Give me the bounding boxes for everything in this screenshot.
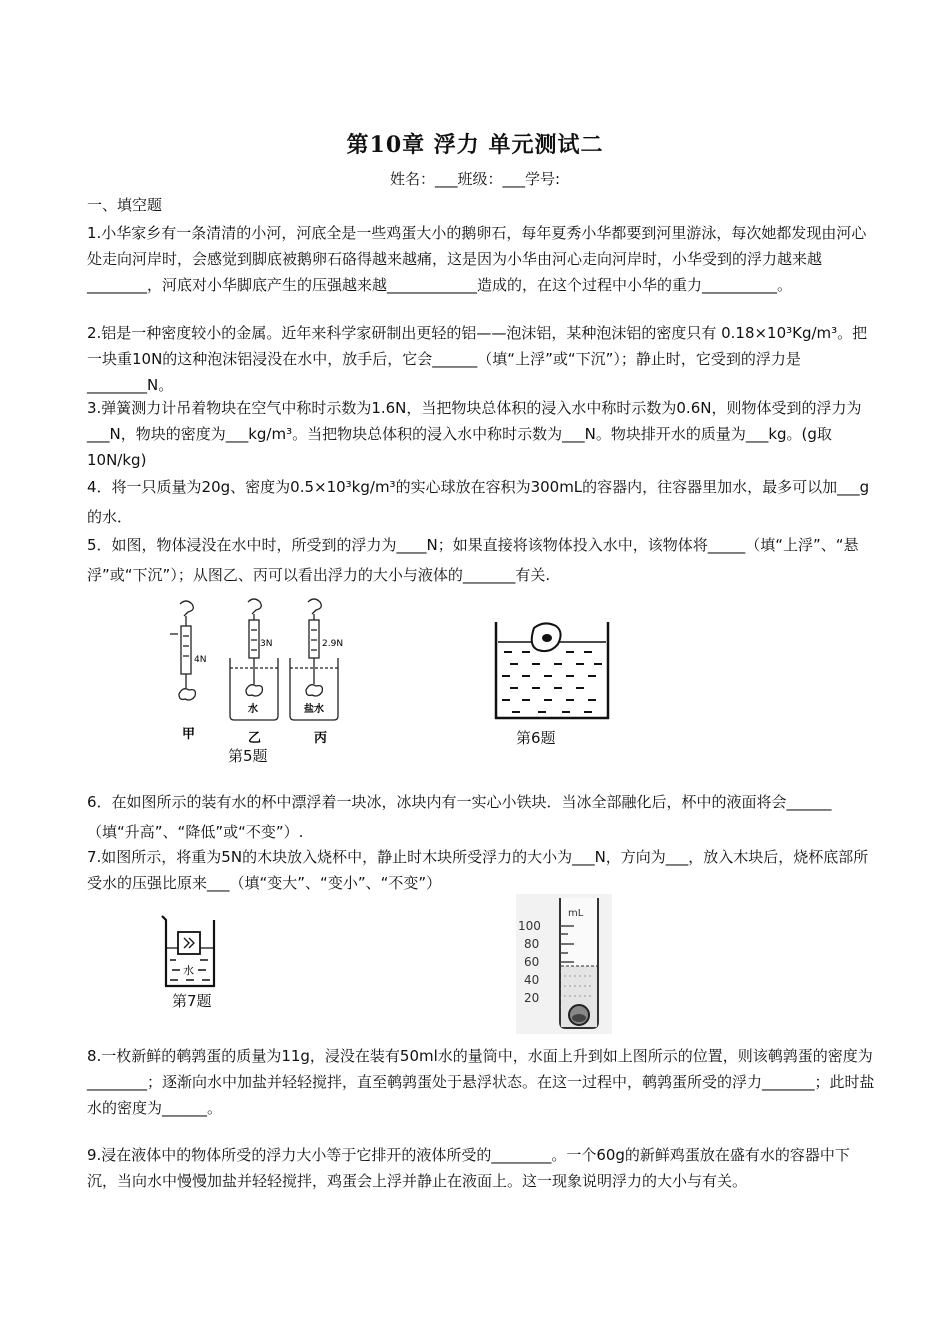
figure-7-wood-in-beaker <box>160 914 220 990</box>
figure-label-jia: 甲 <box>182 727 196 742</box>
figure-label-bing: 丙 <box>314 731 328 746</box>
question-2: 2.铝是一种密度较小的金属。近年来科学家研制出更轻的铝——泡沫铝，某种泡沫铝的密度只有 0.18×10³Kg/m³。把一块重10N的这种泡沫铝浸没在水中，放手后，它会______（填“上浮”或“下沉”）；静止时，它受到的浮力是________N。 <box>87 324 868 394</box>
section-heading: 一、填空题 <box>87 196 163 214</box>
reading-jia: 4N <box>194 655 207 665</box>
tick-100: 100 <box>518 919 541 933</box>
question-9: 9.浸在液体中的物体所受的浮力大小等于它排开的液体所受的________。一个60g的新鲜鸡蛋放在盛有水的容器中下沉，当向水中慢慢加盐并轻轻搅拌，鸡蛋会上浮并静止在液面上。这一现象说明浮力的大小与有关。 <box>87 1146 850 1190</box>
tick-40: 40 <box>524 973 540 987</box>
spring-scale-bing <box>290 599 338 720</box>
figure-label-yi: 乙 <box>248 731 262 746</box>
liquid-label-water: 水 <box>248 704 258 715</box>
question-3: 3.弹簧测力计吊着物块在空气中称时示数为1.6N，当把物块总体积的浸入水中称时示数为0.6N，则物体受到的浮力为___N，物块的密度为___kg/m³。当把物块总体积的浸入水中称时示数为___N。物块排开水的质量为___kg。(g取10N/kg) <box>87 399 862 469</box>
water-dashes <box>502 652 602 712</box>
student-info-line: 姓名：___班级：___学号: <box>389 170 561 188</box>
figure-6-ice-in-cup <box>492 618 612 722</box>
tick-80: 80 <box>524 937 540 951</box>
question-1: 1.小华家乡有一条清清的小河，河底全是一些鸡蛋大小的鹅卵石，每年夏秀小华都要到河里游泳，每次她都发现由河心处走向河岸时，会感觉到脚底被鹅卵石硌得越来越痛，这是因为小华由河心走向河岸时，小华受到的浮力越来越________，河底对小华脚底产生的压强越来越____________造成的，在这个过程中小华的重力__________。 <box>87 224 867 294</box>
unit-label: mL <box>568 908 584 919</box>
question-8: 8.一枚新鲜的鹌鹑蛋的质量为11g，浸没在装有50ml水的量筒中，水面上升到如上图所示的位置，则该鹌鹑蛋的密度为________；逐渐向水中加盐并轻轻搅拌，直至鹌鹑蛋处于悬浮状态。在这一过程中，鹌鹑蛋所受的浮力_______；此时盐水的密度为______。 <box>87 1047 875 1117</box>
question-5: 5．如图，物体浸没在水中时，所受到的浮力为____N；如果直接将该物体投入水中，该物体将_____（填“上浮”、“悬浮”或“下沉”）；从图乙、丙可以看出浮力的大小与液体的_______有关. <box>87 536 859 584</box>
water-label: 水 <box>183 964 194 977</box>
figure-5-spring-scales <box>150 596 370 746</box>
liquid-label-saltwater: 盐水 <box>304 704 324 715</box>
question-6: 6．在如图所示的装有水的杯中漂浮着一块冰，冰块内有一实心小铁块．当冰全部融化后，杯中的液面将会______（填“升高”、“降低”或“不变”）. <box>87 793 832 841</box>
question-4: 4．将一只质量为20g、密度为0.5×10³kg/m³的实心球放在容积为300mL的容器内，往容器里加水，最多可以加___g的水． <box>87 478 870 526</box>
tick-20: 20 <box>524 991 540 1005</box>
tick-60: 60 <box>524 955 540 969</box>
figure-5-caption: 第5题 <box>228 747 268 765</box>
figure-8-measuring-cylinder <box>516 894 612 1034</box>
reading-yi: 3N <box>260 639 273 649</box>
figure-7-caption: 第7题 <box>172 992 212 1010</box>
reading-bing: 2.9N <box>322 639 344 649</box>
spring-scale-jia <box>170 601 195 700</box>
figure-6-caption: 第6题 <box>516 729 556 747</box>
question-7: 7.如图所示，将重为5N的木块放入烧杯中，静止时木块所受浮力的大小为___N，方向为___，放入木块后，烧杯底部所受水的压强比原来___（填“变大”、“变小”、“不变”） <box>87 848 869 892</box>
iron-piece <box>542 634 552 642</box>
page-title: 第10章 浮力 单元测试二 <box>346 132 604 158</box>
spring-scale-yi <box>230 599 278 720</box>
